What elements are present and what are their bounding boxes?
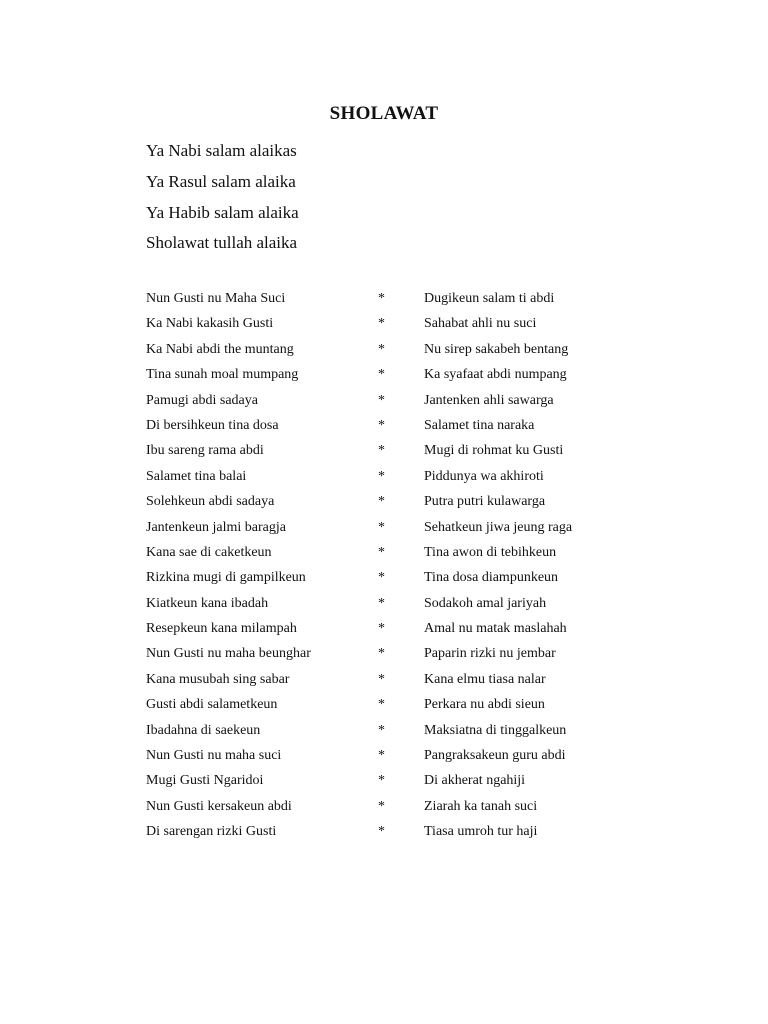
verse-right-text: Salamet tina naraka — [424, 417, 535, 433]
verse-right-text: Maksiatna di tinggalkeun — [424, 722, 567, 738]
verse-left-text: Kiatkeun kana ibadah — [146, 595, 269, 611]
verse-row — [0, 643, 768, 668]
verse-left-text: Di sarengan rizki Gusti — [146, 824, 277, 840]
verse-left-text: Resepkeun kana milampah — [146, 621, 297, 637]
verse-separator: * — [378, 722, 385, 738]
verse-left-text: Gusti abdi salametkeun — [146, 697, 278, 713]
verse-row — [0, 517, 768, 542]
verse-right-text: Nu sirep sakabeh bentang — [424, 341, 569, 357]
verse-left-text: Nun Gusti kersakeun abdi — [146, 798, 292, 814]
verse-separator: * — [378, 671, 385, 687]
verse-left-text: Ka Nabi abdi the muntang — [146, 341, 294, 357]
verse-separator: * — [378, 621, 385, 637]
verse-right-text: Tina dosa diampunkeun — [424, 570, 559, 586]
verse-row — [0, 339, 768, 364]
verse-row — [0, 821, 768, 846]
verse-separator: * — [378, 367, 385, 383]
verse-separator: * — [378, 798, 385, 814]
verse-row — [0, 770, 768, 795]
verse-left-text: Solehkeun abdi sadaya — [146, 494, 275, 510]
verse-separator: * — [378, 697, 385, 713]
intro-line: Ya Nabi salam alaikas — [146, 141, 297, 160]
intro-stanza — [146, 136, 299, 259]
verse-row — [0, 694, 768, 719]
verse-left-text: Ibu sareng rama abdi — [146, 443, 264, 459]
verse-separator: * — [378, 341, 385, 357]
verse-separator: * — [378, 595, 385, 611]
verse-left-text: Kana sae di caketkeun — [146, 544, 272, 560]
verse-left-text: Pamugi abdi sadaya — [146, 392, 258, 408]
verse-right-text: Tina awon di tebihkeun — [424, 544, 557, 560]
verse-separator: * — [378, 748, 385, 764]
page-title: SHOLAWAT — [329, 103, 439, 124]
verse-left-text: Rizkina mugi di gampilkeun — [146, 570, 306, 586]
verse-right-text: Jantenken ahli sawarga — [424, 392, 554, 408]
verse-left-text: Nun Gusti nu maha beunghar — [146, 646, 311, 662]
verse-right-text: Di akherat ngahiji — [424, 773, 526, 789]
verse-left-text: Mugi Gusti Ngaridoi — [146, 773, 264, 789]
verse-right-text: Piddunya wa akhiroti — [424, 468, 544, 484]
verse-row — [0, 720, 768, 745]
verse-separator: * — [378, 773, 385, 789]
verse-right-text: Tiasa umroh tur haji — [424, 824, 538, 840]
verse-right-text: Kana elmu tiasa nalar — [424, 671, 546, 687]
verse-right-text: Ka syafaat abdi numpang — [424, 367, 567, 383]
verse-left-text: Di bersihkeun tina dosa — [146, 417, 279, 433]
verse-separator: * — [378, 494, 385, 510]
intro-line: Ya Rasul salam alaika — [146, 171, 296, 191]
verse-row — [0, 364, 768, 389]
verse-right-text: Perkara nu abdi sieun — [424, 697, 545, 713]
verse-row — [0, 796, 768, 821]
verse-row — [0, 618, 768, 643]
verse-left-text: Ka Nabi kakasih Gusti — [146, 316, 274, 332]
verse-separator: * — [378, 544, 385, 560]
verse-left-text: Jantenkeun jalmi baragja — [146, 519, 286, 535]
verse-separator: * — [378, 316, 385, 332]
verse-right-text: Amal nu matak maslahah — [424, 621, 567, 637]
verse-separator: * — [378, 468, 385, 484]
verse-right-text: Sahabat ahli nu suci — [424, 316, 537, 332]
verse-separator: * — [378, 443, 385, 459]
verse-right-text: Paparin rizki nu jembar — [424, 646, 556, 662]
verse-left-text: Nun Gusti nu Maha Suci — [146, 291, 286, 306]
verse-separator: * — [378, 570, 385, 586]
verse-right-text: Putra putri kulawarga — [424, 494, 546, 510]
verse-left-text: Kana musubah sing sabar — [146, 671, 290, 687]
verse-row — [0, 440, 768, 465]
verse-row — [0, 415, 768, 440]
verse-separator: * — [378, 824, 385, 840]
verse-right-text: Mugi di rohmat ku Gusti — [424, 443, 564, 459]
verse-left-text: Salamet tina balai — [146, 468, 247, 484]
verse-separator: * — [378, 291, 385, 306]
verse-row — [0, 491, 768, 516]
verse-right-text: Pangraksakeun guru abdi — [424, 748, 566, 764]
intro-line: Ya Habib salam alaika — [146, 202, 299, 222]
verse-row — [0, 745, 768, 770]
verse-row — [0, 288, 768, 313]
verse-row — [0, 593, 768, 618]
verse-separator: * — [378, 519, 385, 535]
verse-row — [0, 313, 768, 338]
verse-row — [0, 567, 768, 592]
verse-row — [0, 466, 768, 491]
verse-right-text: Sehatkeun jiwa jeung raga — [424, 519, 573, 535]
intro-line: Sholawat tullah alaika — [146, 233, 298, 253]
verse-left-text: Nun Gusti nu maha suci — [146, 748, 282, 764]
verse-separator: * — [378, 392, 385, 408]
verse-separator: * — [378, 417, 385, 433]
verse-list — [0, 288, 768, 847]
verse-separator: * — [378, 646, 385, 662]
verse-row — [0, 542, 768, 567]
verse-left-text: Tina sunah moal mumpang — [146, 367, 299, 383]
verse-left-text: Ibadahna di saekeun — [146, 722, 261, 738]
verse-right-text: Dugikeun salam ti abdi — [424, 291, 555, 306]
verse-row — [0, 390, 768, 415]
verse-right-text: Sodakoh amal jariyah — [424, 595, 547, 611]
verse-row — [0, 669, 768, 694]
verse-right-text: Ziarah ka tanah suci — [424, 798, 538, 814]
